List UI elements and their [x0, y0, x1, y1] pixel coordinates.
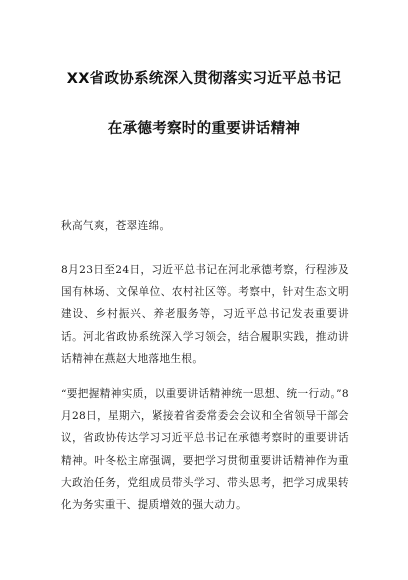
document-title-line-1: XX省政协系统深入贯彻落实习近平总书记: [66, 71, 342, 87]
paragraph-3: “要把握精神实质，以重要讲话精神统一思想、统一行动。”8月28日，星期六，紧接着省委常委会会议和全省领导干部会议，省政协传达学习习近平总书记在承德考察时的重要讲话精神。叶冬松主席强调，要把学习贯彻重要讲话精神作为重大政治任务，党组成员带头学习、带头思考，把学习成果转化为务实重干、提质增效的强大动力。: [61, 388, 349, 512]
document-title-line-2: 在承德考察时的重要讲话精神: [107, 121, 301, 137]
paragraph-1: 秋高气爽，苍翠连绵。: [61, 220, 171, 232]
paragraph-2: 8月23日至24日，习近平总书记在河北承德考察，行程涉及国有林场、文保单位、农村社区等。考察中，针对生态文明建设、乡村振兴、养老服务等，习近平总书记发表重要讲话。河北省政协系统深入学习领会，结合履职实践，推动讲话精神在燕赵大地落地生根。: [61, 264, 349, 365]
